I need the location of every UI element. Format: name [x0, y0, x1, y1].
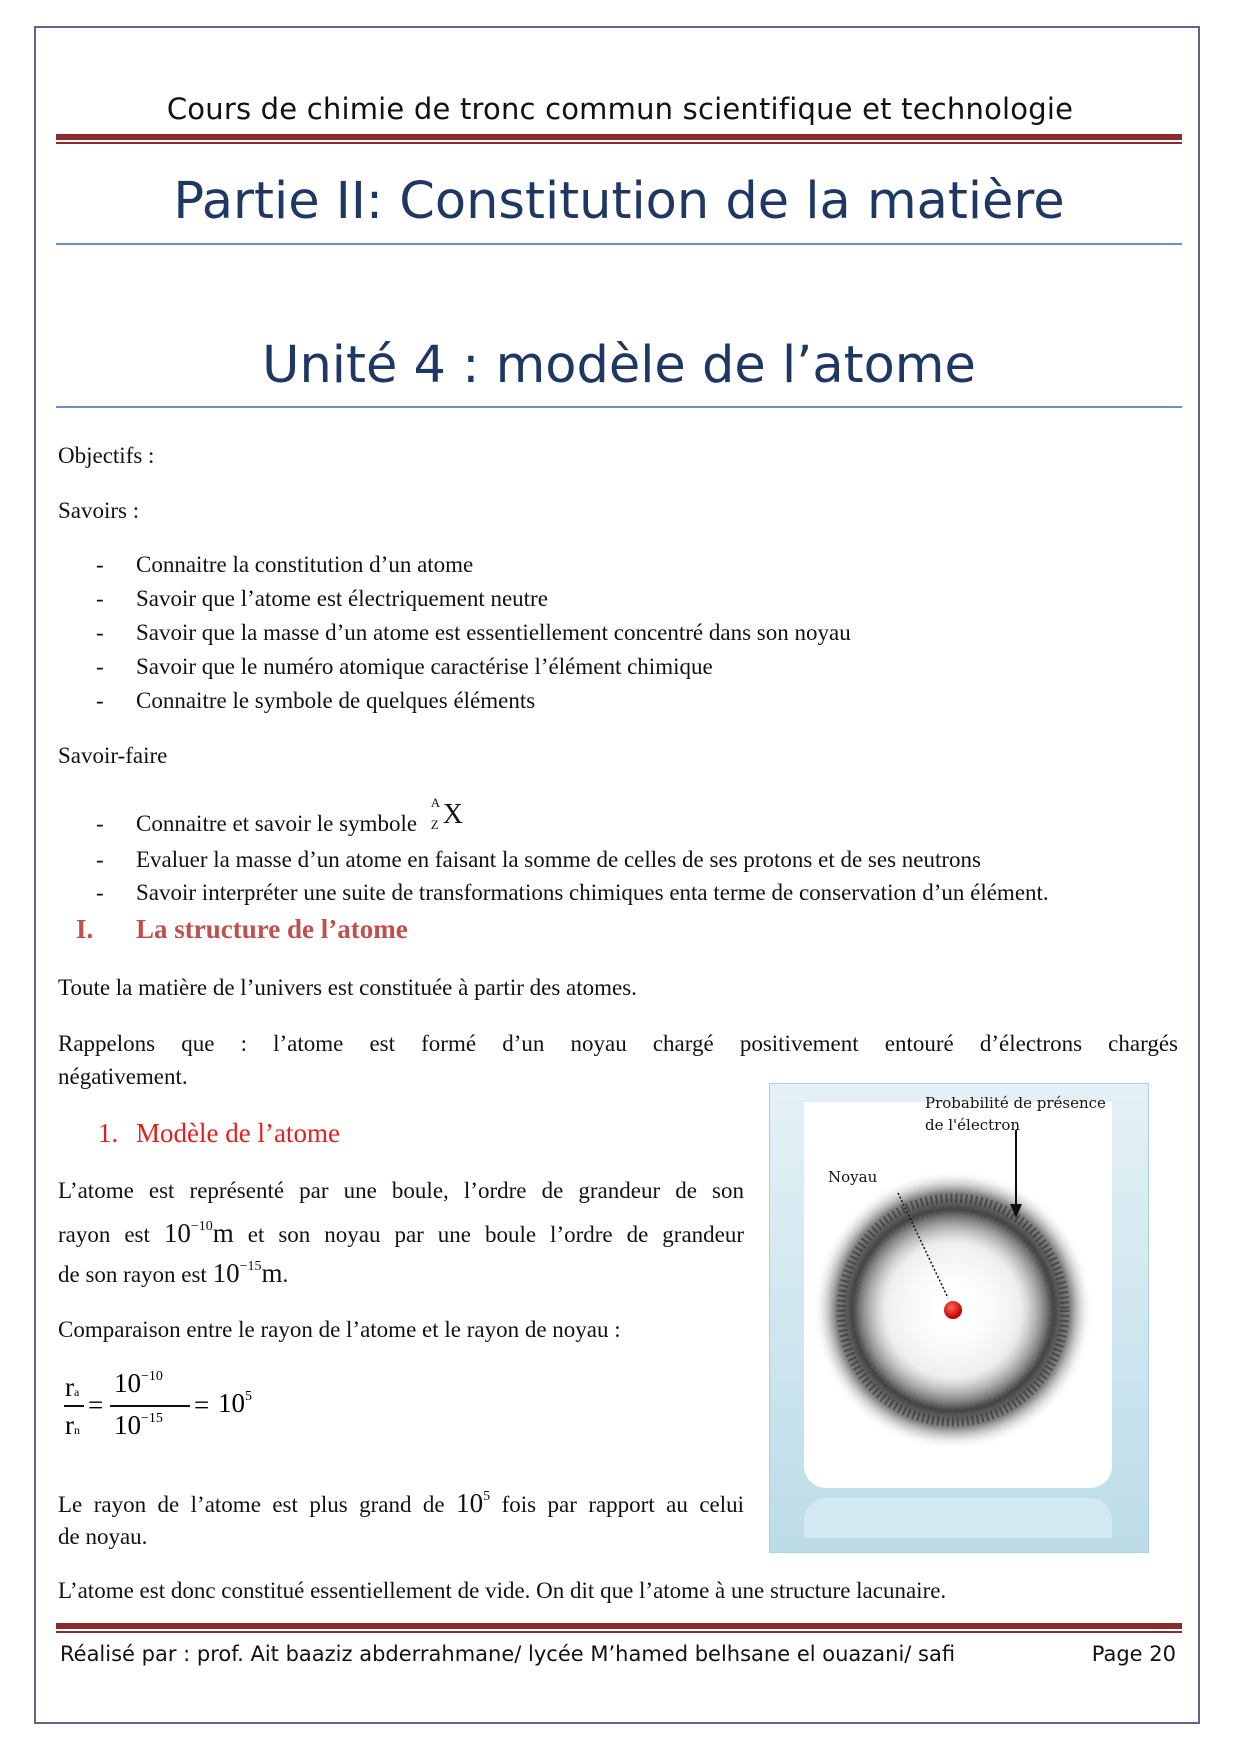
- savoir-faire-heading: Savoir-faire: [58, 743, 168, 768]
- part-title: Partie II: Constitution de la matière: [173, 172, 1065, 231]
- list-item: - Evaluer la masse d’un atome en faisant la somme de celles de ses protons et de ses neutrons: [96, 847, 981, 872]
- list-item: - Connaitre et savoir le symbole A Z X: [96, 805, 471, 837]
- page-number: Page 20: [1091, 1642, 1176, 1666]
- comparison-result-line-2: de noyau.: [58, 1524, 148, 1549]
- model-paragraph-line-1: L’atome est représenté par une boule, l’ordre de grandeur de son: [58, 1178, 744, 1203]
- section-paragraph-2-line-1: Rappelons que : l’atome est formé d’un noyau chargé positivement entouré d’électrons chargés: [58, 1031, 1178, 1056]
- list-item: - Connaitre le symbole de quelques éléments: [96, 688, 536, 713]
- ratio-formula: ra rn = $10^{-10}$ $10^{-15}$ = $10^5$: [65, 1368, 252, 1440]
- ratio-value: $10^5$: [456, 1488, 491, 1518]
- subsection-heading: 1. Modèle de l’atome: [98, 1118, 340, 1148]
- list-item: - Savoir que le numéro atomique caractérise l’élément chimique: [96, 654, 713, 679]
- nucleus-radius-value: $10^{-15}m$: [212, 1258, 283, 1288]
- nuclide-symbol: A Z X: [430, 795, 464, 832]
- footer-credit: Réalisé par : prof. Ait baaziz abderrahmane/ lycée M’hamed belhsane el ouazani/ safi: [60, 1642, 956, 1666]
- comparison-result-line-1: Le rayon de l’atome est plus grand de $10^5$ fois par rapport au celui: [58, 1488, 745, 1518]
- footer-rule-thin: [56, 1631, 1182, 1633]
- conclusion-paragraph: L’atome est donc constitué essentiellement de vide. On dit que l’atome à une structure lacunaire.: [58, 1578, 947, 1603]
- atom-model-figure: [769, 1083, 1149, 1553]
- section-paragraph-2-line-2: négativement.: [58, 1064, 188, 1089]
- part-title-rule: [56, 243, 1182, 245]
- footer-rule-thick: [56, 1623, 1182, 1629]
- running-header: Cours de chimie de tronc commun scientifique et technologie: [166, 92, 1074, 126]
- header-rule-thin: [56, 142, 1182, 144]
- atom-radius-value: $10^{-10}m$: [163, 1218, 234, 1248]
- unit-title-rule: [56, 406, 1182, 408]
- objectives-heading: Objectifs :: [58, 443, 155, 468]
- list-item: - Savoir interpréter une suite de transformations chimiques enta terme de conservation d’un élément.: [96, 880, 1049, 905]
- model-paragraph-line-3: de son rayon est $10^{-15}m$.: [58, 1258, 289, 1288]
- unit-title: Unité 4 : modèle de l’atome: [262, 336, 976, 395]
- comparison-line: Comparaison entre le rayon de l’atome et le rayon de noyau :: [58, 1317, 621, 1342]
- nucleus: [944, 1301, 962, 1319]
- electron-cloud-illustration: [770, 1084, 1150, 1554]
- section-heading: I. La structure de l’atome: [76, 914, 408, 944]
- list-item: - Savoir que la masse d’un atome est essentiellement concentré dans son noyau: [96, 620, 851, 645]
- list-item: - Connaitre la constitution d’un atome: [96, 552, 474, 577]
- noyau-label: Noyau: [828, 1168, 878, 1186]
- savoirs-heading: Savoirs :: [58, 498, 140, 523]
- header-rule-thick: [56, 134, 1182, 140]
- section-paragraph-1: Toute la matière de l’univers est constituée à partir des atomes.: [58, 975, 637, 1000]
- list-item: - Savoir que l’atome est électriquement neutre: [96, 586, 548, 611]
- probability-label-line-2: de l'électron: [925, 1116, 1021, 1134]
- model-paragraph-line-2: rayon est $10^{-10}m$ et son noyau par une boule l’ordre de grandeur: [58, 1218, 745, 1248]
- probability-label-line-1: Probabilité de présence: [925, 1094, 1106, 1112]
